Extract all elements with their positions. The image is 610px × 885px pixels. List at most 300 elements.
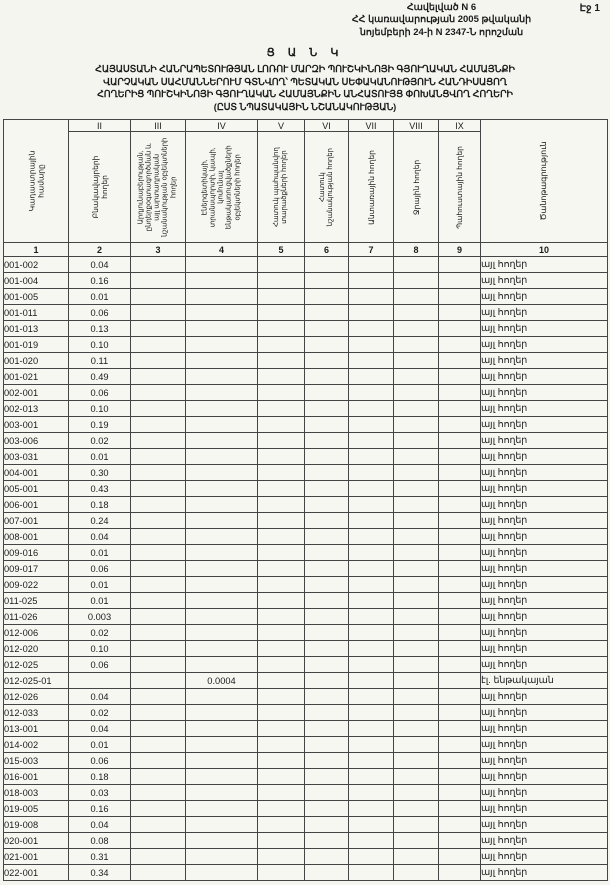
title-line-4: (ԸՍՏ ՆՊԱՏԱԿԱՅԻՆ ՆՇԱՆԱԿՈՒԹՅԱՆ) — [213, 101, 397, 112]
area-value-cell — [394, 721, 439, 737]
table-row — [4, 433, 608, 449]
area-value-cell — [394, 385, 439, 401]
area-value-cell — [394, 689, 439, 705]
area-value-cell — [349, 721, 394, 737]
area-value-cell — [258, 561, 305, 577]
table-row — [4, 593, 608, 609]
area-value-cell — [258, 609, 305, 625]
area-value-cell — [69, 673, 131, 689]
area-value-cell — [439, 673, 481, 689]
column-number-3: 3 — [131, 243, 186, 257]
cadastral-code-cell: 012-025-01 — [4, 673, 69, 689]
area-value-cell — [394, 433, 439, 449]
area-value-cell — [186, 817, 258, 833]
area-value-cell — [349, 513, 394, 529]
area-value-cell — [349, 737, 394, 753]
area-value-cell — [394, 865, 439, 881]
note-cell: այլ հողեր — [481, 721, 608, 737]
note-cell: այլ հողեր — [481, 689, 608, 705]
area-value-cell — [349, 289, 394, 305]
area-value-cell — [305, 641, 349, 657]
area-value-cell — [305, 849, 349, 865]
area-value-cell — [131, 865, 186, 881]
note-cell: այլ հողեր — [481, 529, 608, 545]
cadastral-code-cell: 001-020 — [4, 353, 69, 369]
cadastral-code-cell: 002-001 — [4, 385, 69, 401]
note-cell: այլ հողեր — [481, 785, 608, 801]
area-value-cell — [258, 545, 305, 561]
land-transfer-table — [3, 119, 608, 881]
area-value-cell — [349, 401, 394, 417]
area-value-cell — [305, 353, 349, 369]
area-value-cell — [394, 801, 439, 817]
note-cell: այլ հողեր — [481, 753, 608, 769]
area-value-cell — [439, 785, 481, 801]
area-value-cell: 0.01 — [69, 449, 131, 465]
area-value-cell: 0.003 — [69, 609, 131, 625]
note-cell: այլ հողեր — [481, 545, 608, 561]
cadastral-code-cell: 011-025 — [4, 593, 69, 609]
area-value-cell — [131, 577, 186, 593]
cadastral-code-cell: 009-022 — [4, 577, 69, 593]
area-value-cell — [305, 369, 349, 385]
area-value-cell — [439, 769, 481, 785]
cadastral-code-cell: 005-001 — [4, 481, 69, 497]
table-row — [4, 305, 608, 321]
area-value-cell — [186, 593, 258, 609]
cadastral-code-cell: 004-001 — [4, 465, 69, 481]
area-value-cell — [131, 433, 186, 449]
note-cell: այլ հողեր — [481, 497, 608, 513]
cadastral-code-cell: 002-013 — [4, 401, 69, 417]
area-value-cell — [305, 609, 349, 625]
note-cell: այլ հողեր — [481, 305, 608, 321]
area-value-cell — [305, 481, 349, 497]
area-value-cell — [186, 337, 258, 353]
area-value-cell — [131, 417, 186, 433]
area-value-cell: 0.06 — [69, 561, 131, 577]
area-value-cell — [394, 625, 439, 641]
area-value-cell — [131, 321, 186, 337]
area-value-cell — [258, 369, 305, 385]
area-value-cell — [258, 785, 305, 801]
area-value-cell: 0.02 — [69, 433, 131, 449]
note-cell: այլ հողեր — [481, 337, 608, 353]
area-value-cell — [349, 273, 394, 289]
cadastral-code-cell: 011-026 — [4, 609, 69, 625]
area-value-cell — [394, 497, 439, 513]
area-value-cell — [305, 705, 349, 721]
area-value-cell — [439, 753, 481, 769]
area-value-cell — [439, 417, 481, 433]
table-row — [4, 577, 608, 593]
area-value-cell — [349, 609, 394, 625]
area-value-cell — [258, 465, 305, 481]
area-value-cell: 0.06 — [69, 753, 131, 769]
area-value-cell — [349, 865, 394, 881]
area-value-cell: 0.11 — [69, 353, 131, 369]
area-value-cell — [258, 513, 305, 529]
area-value-cell — [394, 401, 439, 417]
area-value-cell — [439, 465, 481, 481]
area-value-cell — [131, 737, 186, 753]
area-value-cell — [394, 817, 439, 833]
area-value-cell — [258, 257, 305, 273]
cadastral-code-cell: 009-017 — [4, 561, 69, 577]
table-row — [4, 529, 608, 545]
area-value-cell — [258, 481, 305, 497]
area-value-cell — [131, 401, 186, 417]
roman-numeral-vii: VII — [349, 120, 394, 132]
area-value-cell — [439, 865, 481, 881]
area-value-cell — [131, 337, 186, 353]
table-row — [4, 769, 608, 785]
table-row — [4, 321, 608, 337]
area-value-cell: 0.10 — [69, 337, 131, 353]
column-number-1: 1 — [4, 243, 69, 257]
table-row — [4, 545, 608, 561]
area-value-cell — [439, 817, 481, 833]
note-cell: այլ հողեր — [481, 593, 608, 609]
area-value-cell — [439, 513, 481, 529]
area-value-cell — [305, 737, 349, 753]
area-value-cell — [305, 273, 349, 289]
header-note — [481, 120, 608, 243]
header-cadastral-number-label: Կադաստրային համարը — [27, 150, 45, 212]
area-value-cell: 0.04 — [69, 721, 131, 737]
note-cell: այլ հողեր — [481, 481, 608, 497]
cadastral-code-cell: 006-001 — [4, 497, 69, 513]
table-row — [4, 449, 608, 465]
note-cell: այլ հողեր — [481, 849, 608, 865]
table-row — [4, 817, 608, 833]
area-value-cell: 0.19 — [69, 417, 131, 433]
header-cadastral-number — [4, 120, 69, 243]
area-value-cell — [394, 257, 439, 273]
area-value-cell — [305, 305, 349, 321]
table-row — [4, 737, 608, 753]
area-value-cell: 0.06 — [69, 657, 131, 673]
roman-numeral-iii: III — [131, 120, 186, 132]
area-value-cell — [439, 721, 481, 737]
table-row — [4, 257, 608, 273]
area-value-cell — [305, 833, 349, 849]
area-value-cell — [131, 353, 186, 369]
area-value-cell — [186, 785, 258, 801]
area-value-cell — [258, 817, 305, 833]
area-value-cell — [349, 641, 394, 657]
cadastral-code-cell: 019-008 — [4, 817, 69, 833]
area-value-cell — [394, 577, 439, 593]
area-value-cell — [349, 545, 394, 561]
area-value-cell — [186, 641, 258, 657]
area-value-cell: 0.13 — [69, 321, 131, 337]
area-value-cell — [258, 705, 305, 721]
cadastral-code-cell: 001-013 — [4, 321, 69, 337]
area-value-cell — [394, 369, 439, 385]
roman-numeral-v: V — [258, 120, 305, 132]
area-value-cell — [305, 801, 349, 817]
area-value-cell — [131, 833, 186, 849]
area-value-cell — [186, 465, 258, 481]
table-row — [4, 385, 608, 401]
area-value-cell — [131, 369, 186, 385]
area-value-cell — [349, 769, 394, 785]
area-value-cell — [394, 609, 439, 625]
page-number-label: Էջ 1 — [579, 3, 600, 14]
area-value-cell — [131, 305, 186, 321]
cadastral-code-cell: 020-001 — [4, 833, 69, 849]
area-value-cell: 0.24 — [69, 513, 131, 529]
area-value-cell — [394, 417, 439, 433]
area-value-cell — [305, 337, 349, 353]
cadastral-code-cell: 021-001 — [4, 849, 69, 865]
note-cell: այլ հողեր — [481, 417, 608, 433]
table-row — [4, 849, 608, 865]
area-value-cell — [394, 337, 439, 353]
area-value-cell — [394, 833, 439, 849]
area-value-cell — [131, 593, 186, 609]
area-value-cell — [131, 481, 186, 497]
area-value-cell — [394, 785, 439, 801]
area-value-cell — [394, 657, 439, 673]
column-number-8: 8 — [394, 243, 439, 257]
area-value-cell — [305, 769, 349, 785]
table-row — [4, 865, 608, 881]
area-value-cell — [439, 353, 481, 369]
table-row — [4, 289, 608, 305]
note-cell: այլ հողեր — [481, 817, 608, 833]
area-value-cell — [349, 705, 394, 721]
note-cell: այլ հողեր — [481, 705, 608, 721]
area-value-cell — [305, 433, 349, 449]
area-value-cell — [394, 321, 439, 337]
area-value-cell — [349, 753, 394, 769]
table-row — [4, 641, 608, 657]
column-number-7: 7 — [349, 243, 394, 257]
table-row — [4, 497, 608, 513]
area-value-cell — [258, 321, 305, 337]
note-cell: այլ հողեր — [481, 577, 608, 593]
cadastral-code-cell: 001-002 — [4, 257, 69, 273]
area-value-cell — [186, 625, 258, 641]
note-cell: այլ հողեր — [481, 385, 608, 401]
area-value-cell — [439, 609, 481, 625]
area-value-cell — [258, 849, 305, 865]
table-row — [4, 753, 608, 769]
column-number-5: 5 — [258, 243, 305, 257]
table-row — [4, 705, 608, 721]
header-settlement-lands: Բնակավայրերի հողեր — [69, 132, 131, 243]
area-value-cell — [439, 593, 481, 609]
area-value-cell — [394, 561, 439, 577]
area-value-cell — [394, 273, 439, 289]
header-protected-lands: Հատուկ պահպանվող տարածքների հողեր — [258, 132, 305, 243]
note-cell: այլ հողեր — [481, 449, 608, 465]
area-value-cell — [186, 513, 258, 529]
area-value-cell: 0.30 — [69, 465, 131, 481]
area-value-cell — [131, 289, 186, 305]
note-cell: այլ հողեր — [481, 641, 608, 657]
header-reserve-lands: Պահուստային հողեր — [439, 132, 481, 243]
area-value-cell — [186, 385, 258, 401]
area-value-cell — [349, 417, 394, 433]
area-value-cell — [186, 353, 258, 369]
area-value-cell — [305, 513, 349, 529]
area-value-cell — [305, 401, 349, 417]
column-number-10: 10 — [481, 243, 608, 257]
area-value-cell — [439, 449, 481, 465]
area-value-cell — [439, 705, 481, 721]
area-value-cell — [394, 305, 439, 321]
area-value-cell — [131, 689, 186, 705]
roman-numeral-vi: VI — [305, 120, 349, 132]
note-cell: այլ հողեր — [481, 625, 608, 641]
table-body — [4, 257, 608, 881]
appendix-block — [328, 2, 555, 39]
area-value-cell: 0.06 — [69, 305, 131, 321]
area-value-cell — [131, 257, 186, 273]
area-value-cell — [439, 481, 481, 497]
area-value-cell: 0.01 — [69, 545, 131, 561]
area-value-cell — [305, 449, 349, 465]
area-value-cell — [305, 561, 349, 577]
area-value-cell — [186, 529, 258, 545]
area-value-cell — [394, 465, 439, 481]
area-value-cell — [349, 497, 394, 513]
roman-numeral-ii: II — [69, 120, 131, 132]
list-heading: Ց Ա Ն Կ — [266, 47, 344, 60]
area-value-cell — [258, 529, 305, 545]
table-row — [4, 513, 608, 529]
table-row — [4, 785, 608, 801]
area-value-cell — [305, 545, 349, 561]
area-value-cell — [305, 593, 349, 609]
area-value-cell: 0.43 — [69, 481, 131, 497]
roman-numeral-row — [4, 120, 608, 132]
area-value-cell — [349, 673, 394, 689]
table-row — [4, 833, 608, 849]
area-value-cell — [258, 641, 305, 657]
area-value-cell — [305, 689, 349, 705]
cadastral-code-cell: 001-019 — [4, 337, 69, 353]
area-value-cell — [349, 305, 394, 321]
cadastral-code-cell: 012-033 — [4, 705, 69, 721]
area-value-cell — [439, 801, 481, 817]
note-cell: այլ հողեր — [481, 401, 608, 417]
area-value-cell — [349, 385, 394, 401]
area-value-cell — [394, 513, 439, 529]
area-value-cell — [258, 337, 305, 353]
area-value-cell — [439, 433, 481, 449]
area-value-cell — [131, 657, 186, 673]
area-value-cell — [258, 625, 305, 641]
area-value-cell: 0.0004 — [186, 673, 258, 689]
area-value-cell — [131, 641, 186, 657]
area-value-cell — [131, 385, 186, 401]
area-value-cell — [394, 449, 439, 465]
area-value-cell — [258, 689, 305, 705]
table-row — [4, 625, 608, 641]
table-row — [4, 417, 608, 433]
note-cell: այլ հողեր — [481, 561, 608, 577]
area-value-cell — [131, 721, 186, 737]
area-value-cell — [439, 577, 481, 593]
area-value-cell: 0.01 — [69, 289, 131, 305]
area-value-cell — [186, 705, 258, 721]
area-value-cell — [394, 289, 439, 305]
area-value-cell — [186, 769, 258, 785]
area-value-cell — [349, 337, 394, 353]
area-value-cell — [305, 289, 349, 305]
area-value-cell — [305, 625, 349, 641]
cadastral-code-cell: 001-004 — [4, 273, 69, 289]
area-value-cell — [186, 369, 258, 385]
area-value-cell — [258, 401, 305, 417]
column-number-row — [4, 243, 608, 257]
area-value-cell — [305, 657, 349, 673]
area-value-cell — [349, 657, 394, 673]
cadastral-code-cell: 022-001 — [4, 865, 69, 881]
table-row — [4, 465, 608, 481]
area-value-cell — [131, 785, 186, 801]
area-value-cell — [186, 545, 258, 561]
note-cell: այլ հողեր — [481, 433, 608, 449]
area-value-cell — [186, 577, 258, 593]
area-value-cell — [394, 849, 439, 865]
area-value-cell — [186, 689, 258, 705]
area-value-cell: 0.16 — [69, 801, 131, 817]
area-value-cell — [439, 625, 481, 641]
table-row — [4, 401, 608, 417]
area-value-cell — [394, 753, 439, 769]
area-value-cell: 0.18 — [69, 497, 131, 513]
column-number-2: 2 — [69, 243, 131, 257]
area-value-cell: 0.04 — [69, 689, 131, 705]
area-value-cell — [186, 305, 258, 321]
area-value-cell — [349, 433, 394, 449]
area-value-cell — [394, 737, 439, 753]
area-value-cell — [349, 561, 394, 577]
note-cell: այլ հողեր — [481, 353, 608, 369]
area-value-cell — [186, 449, 258, 465]
header-energy-transport-lands: Էներգետիկայի, տրանսպորտի, կապի, կոմունալ ենթակառուցվածքների օբյեկտների հողեր — [186, 132, 258, 243]
note-cell: այլ հողեր — [481, 257, 608, 273]
area-value-cell — [258, 865, 305, 881]
area-value-cell — [258, 353, 305, 369]
area-value-cell — [258, 801, 305, 817]
note-cell: այլ հողեր — [481, 273, 608, 289]
area-value-cell — [258, 385, 305, 401]
area-value-cell — [305, 865, 349, 881]
area-value-cell — [258, 769, 305, 785]
area-value-cell: 0.01 — [69, 593, 131, 609]
area-value-cell — [305, 497, 349, 513]
area-value-cell — [258, 673, 305, 689]
area-value-cell — [439, 641, 481, 657]
area-value-cell — [305, 785, 349, 801]
area-value-cell — [305, 753, 349, 769]
area-value-cell — [186, 257, 258, 273]
area-value-cell — [349, 593, 394, 609]
area-value-cell — [186, 833, 258, 849]
area-value-cell — [439, 849, 481, 865]
note-cell: այլ հողեր — [481, 865, 608, 881]
area-value-cell: 0.34 — [69, 865, 131, 881]
area-value-cell — [258, 289, 305, 305]
table-row — [4, 273, 608, 289]
column-number-6: 6 — [305, 243, 349, 257]
